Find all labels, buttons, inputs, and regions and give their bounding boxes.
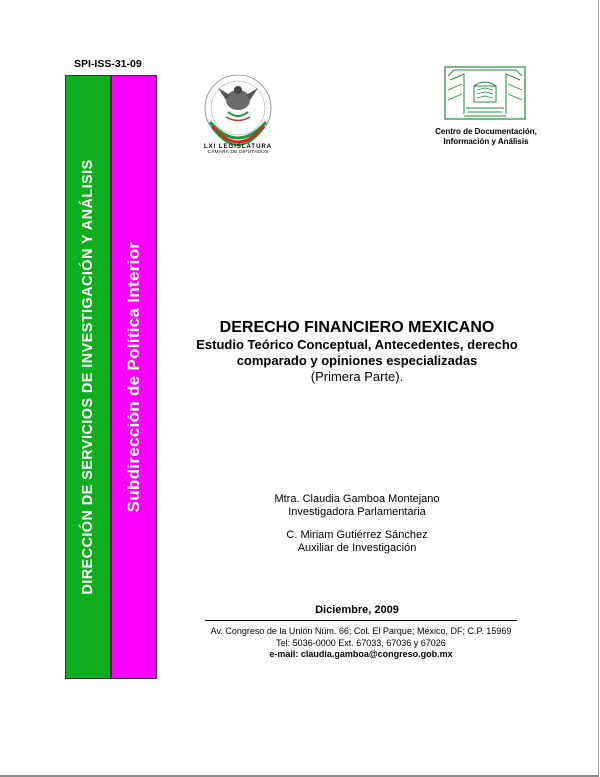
department-bar <box>65 75 111 679</box>
author-role: Investigadora Parlamentaria <box>288 506 426 518</box>
author-name: Mtra. Claudia Gamboa Montejano <box>274 493 440 505</box>
cedia-building-logo <box>444 66 526 120</box>
subtitle-line2: comparado y opiniones especializadas <box>236 353 478 368</box>
legislature-name: LXI LEGISLATURA <box>203 144 273 150</box>
email-line: e-mail: claudia.gamboa@congreso.gob.mx <box>269 649 453 659</box>
legislature-caption <box>196 144 280 155</box>
author-name: C. Miriam Gutiérrez Sánchez <box>286 529 428 541</box>
authors <box>196 493 518 555</box>
divider <box>205 620 517 621</box>
publication-date: Diciembre, 2009 <box>315 604 399 616</box>
cedia-name-line2: Información y Análisis <box>443 137 529 146</box>
department-label: DIRECCIÓN DE SERVICIOS DE INVESTIGACIÓN Y ANÁLISIS <box>80 159 96 595</box>
cedia-caption <box>422 127 550 147</box>
subdepartment-bar <box>111 75 157 679</box>
subtitle-line1: Estudio Teórico Conceptual, Antecedentes, derecho <box>196 337 518 352</box>
main-title: DERECHO FINANCIERO MEXICANO <box>219 319 495 336</box>
chamber-name: CÁMARA DE DIPUTADOS <box>207 150 269 155</box>
subdepartment-label: Subdirección de Política Interior <box>124 241 143 513</box>
author-role: Auxiliar de Investigación <box>297 542 417 554</box>
part-label: (Primera Parte). <box>310 369 404 384</box>
contact-address <box>170 626 552 661</box>
document-code: SPI-ISS-31-09 <box>74 58 142 70</box>
title-block <box>160 318 554 385</box>
phone-line: Tel: 5036-0000 Ext. 67033, 67036 y 67026 <box>276 637 446 648</box>
address-line: Av. Congreso de la Unión Núm. 66; Col. El Parque; México, DF; C.P. 15969 <box>210 626 512 636</box>
cedia-name-line1: Centro de Documentación, <box>435 127 537 136</box>
